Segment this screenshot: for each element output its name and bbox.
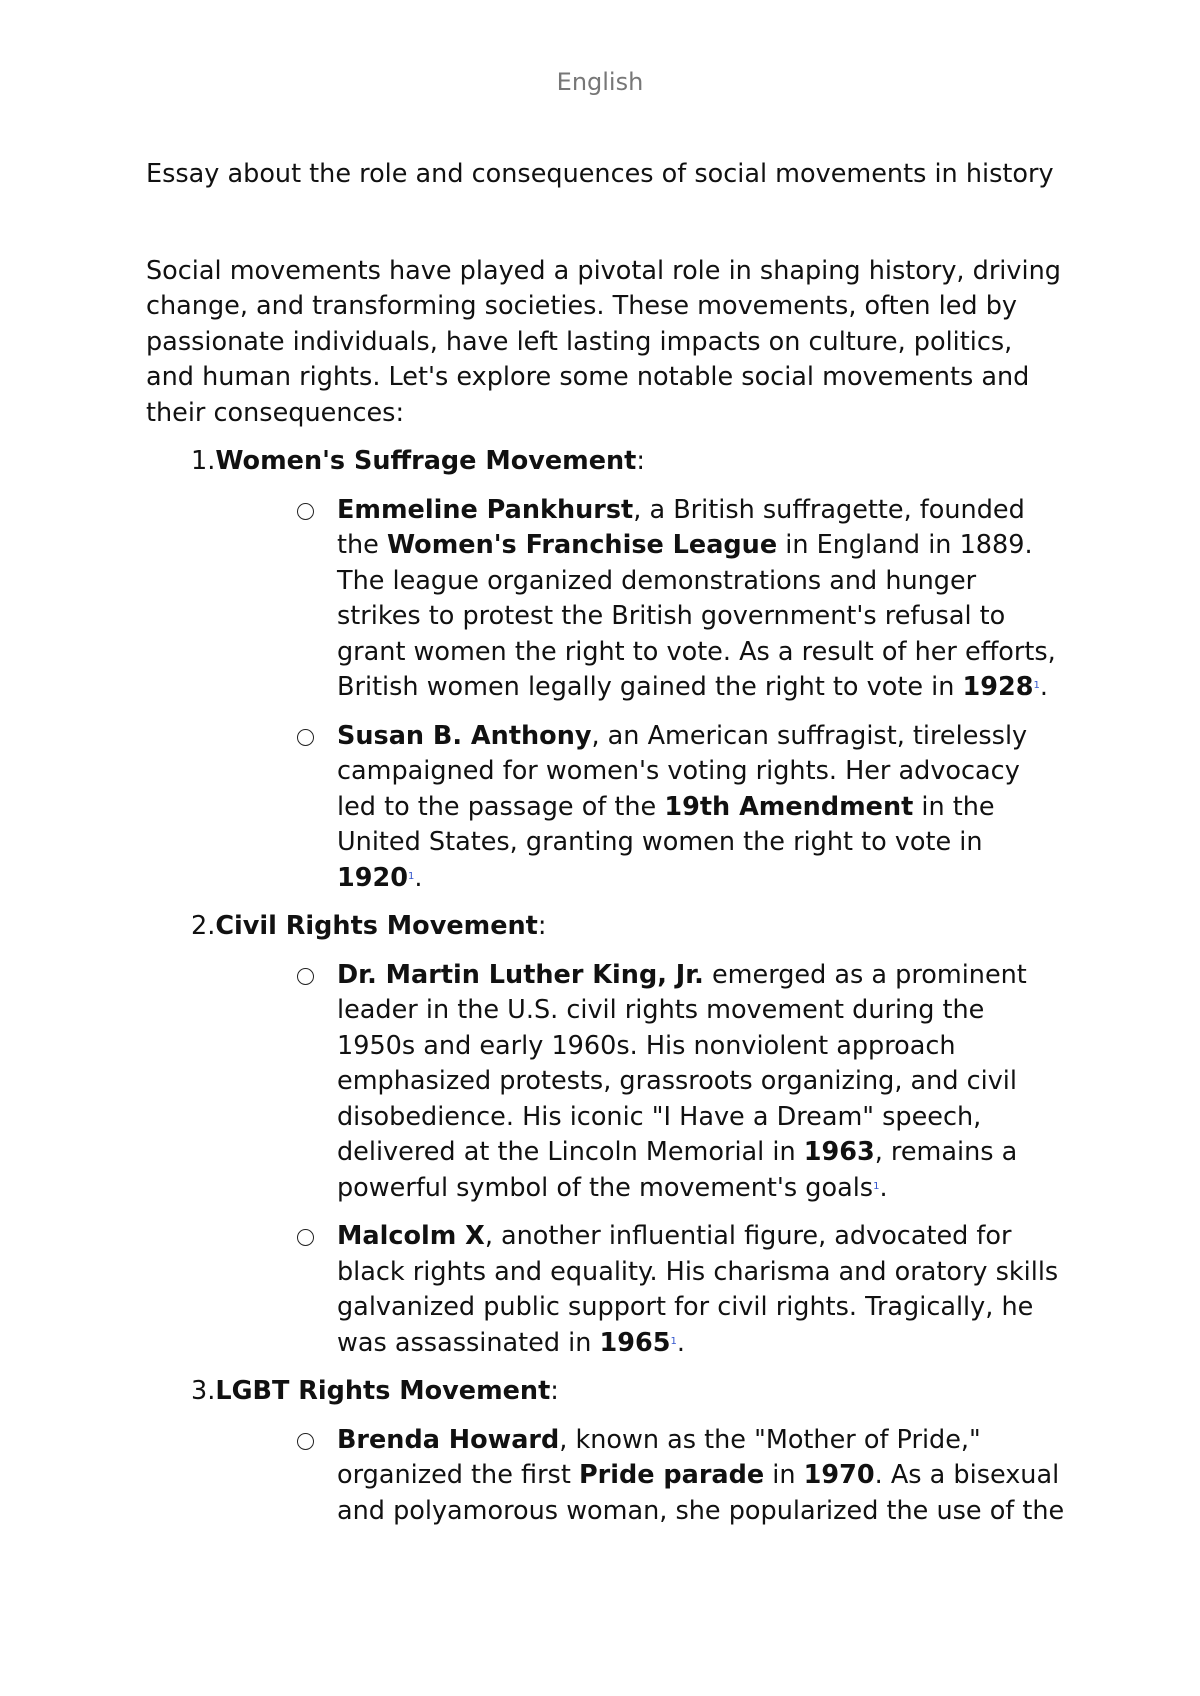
item-text: , known as the "Mother of Pride," organized the first [337, 1424, 981, 1490]
movement-name: Civil Rights Movement [215, 911, 538, 941]
figure-name: Susan B. Anthony [337, 720, 592, 751]
hollow-circle-bullet-icon [297, 968, 314, 985]
hollow-circle-bullet-icon [297, 729, 314, 746]
item-end: . [879, 1172, 888, 1203]
item-text: emerged as a prominent leader in the U.S. civil rights movement during the 1950s and early 1960s. His nonviolent approach emphasized protests, grassroots organizing, and civil disobedience. His iconic "I Have a Dream" speech, delivered at the Lincoln Memorial in [337, 959, 1027, 1167]
bold-year: 1970 [803, 1460, 875, 1490]
item-end: . [676, 1327, 685, 1358]
movement-item [146, 909, 1066, 1361]
hollow-circle-bullet-icon [297, 1433, 314, 1450]
list-number: 2. [191, 911, 216, 941]
figure-list [191, 958, 1066, 1362]
intro-paragraph: Social movements have played a pivotal role in shaping history, driving change, and transforming societies. These movements, often led by passionate individuals, have left lasting impacts on culture, politics, and human rights. Let's explore some notable social movements and their consequences: [146, 255, 1061, 428]
bold-term: Pride parade [578, 1460, 765, 1490]
list-number: 3. [191, 1376, 216, 1406]
figure-name: Brenda Howard [337, 1424, 560, 1455]
bold-term: Women's Franchise League [386, 530, 778, 560]
item-text: , another influential figure, advocated for black rights and equality. His charisma and oratory skills galvanized public support for civil rights. Tragically, he was assassinated in [337, 1221, 1059, 1358]
bold-year: 1920 [337, 862, 408, 893]
essay-body [146, 157, 1066, 1542]
list-item [297, 1423, 1066, 1530]
item-text: in the United States, granting women the right to vote in [337, 791, 995, 857]
movement-item [146, 1374, 1066, 1529]
list-item [297, 493, 1066, 706]
bold-year: 1965 [599, 1327, 671, 1358]
page-header: English [556, 68, 644, 96]
item-end: . [414, 862, 423, 893]
citation-link[interactable]: 1 [1033, 680, 1040, 691]
figure-list [191, 493, 1066, 897]
movement-list [146, 444, 1066, 1529]
citation-link[interactable]: 1 [873, 1180, 880, 1192]
item-text: in [764, 1460, 804, 1490]
list-item [297, 958, 1066, 1207]
figure-name: Dr. Martin Luther King, Jr. [337, 959, 704, 990]
movement-item [146, 444, 1066, 896]
bold-term: 19th Amendment [664, 791, 914, 822]
bold-year: 1963 [803, 1137, 875, 1167]
colon: : [636, 446, 645, 476]
item-text: , remains a powerful symbol of the movement's goals [337, 1137, 1018, 1203]
essay-title: Essay about the role and consequences of social movements in history [146, 159, 1054, 189]
item-text: in England in 1889. The league organized demonstrations and hunger strikes to protest the British government's refusal to grant women the right to vote. As a result of her efforts, British women legally gained the right to vote in [337, 530, 1056, 702]
citation-link[interactable]: 1 [407, 870, 415, 882]
colon: : [537, 911, 547, 941]
figure-name: Emmeline Pankhurst [337, 494, 634, 525]
list-item [297, 719, 1066, 897]
colon: : [550, 1376, 559, 1406]
movement-name: LGBT Rights Movement [215, 1376, 551, 1406]
list-number: 1. [191, 446, 216, 476]
list-item [297, 1219, 1066, 1361]
bold-year: 1928 [962, 672, 1034, 702]
item-end: . [1039, 672, 1048, 702]
item-text: , a British suffragette, founded the [337, 494, 1025, 560]
figure-name: Malcolm X [337, 1221, 485, 1251]
movement-name: Women's Suffrage Movement [215, 446, 637, 476]
hollow-circle-bullet-icon [297, 503, 314, 520]
figure-list [191, 1423, 1066, 1530]
hollow-circle-bullet-icon [297, 1229, 314, 1246]
item-text: , an American suffragist, tirelessly campaigned for women's voting rights. Her advocacy led to the passage of the [337, 720, 1028, 822]
item-text: . As a bisexual and polyamorous woman, she popularized the use of the [337, 1460, 1065, 1526]
citation-link[interactable]: 1 [670, 1335, 677, 1347]
